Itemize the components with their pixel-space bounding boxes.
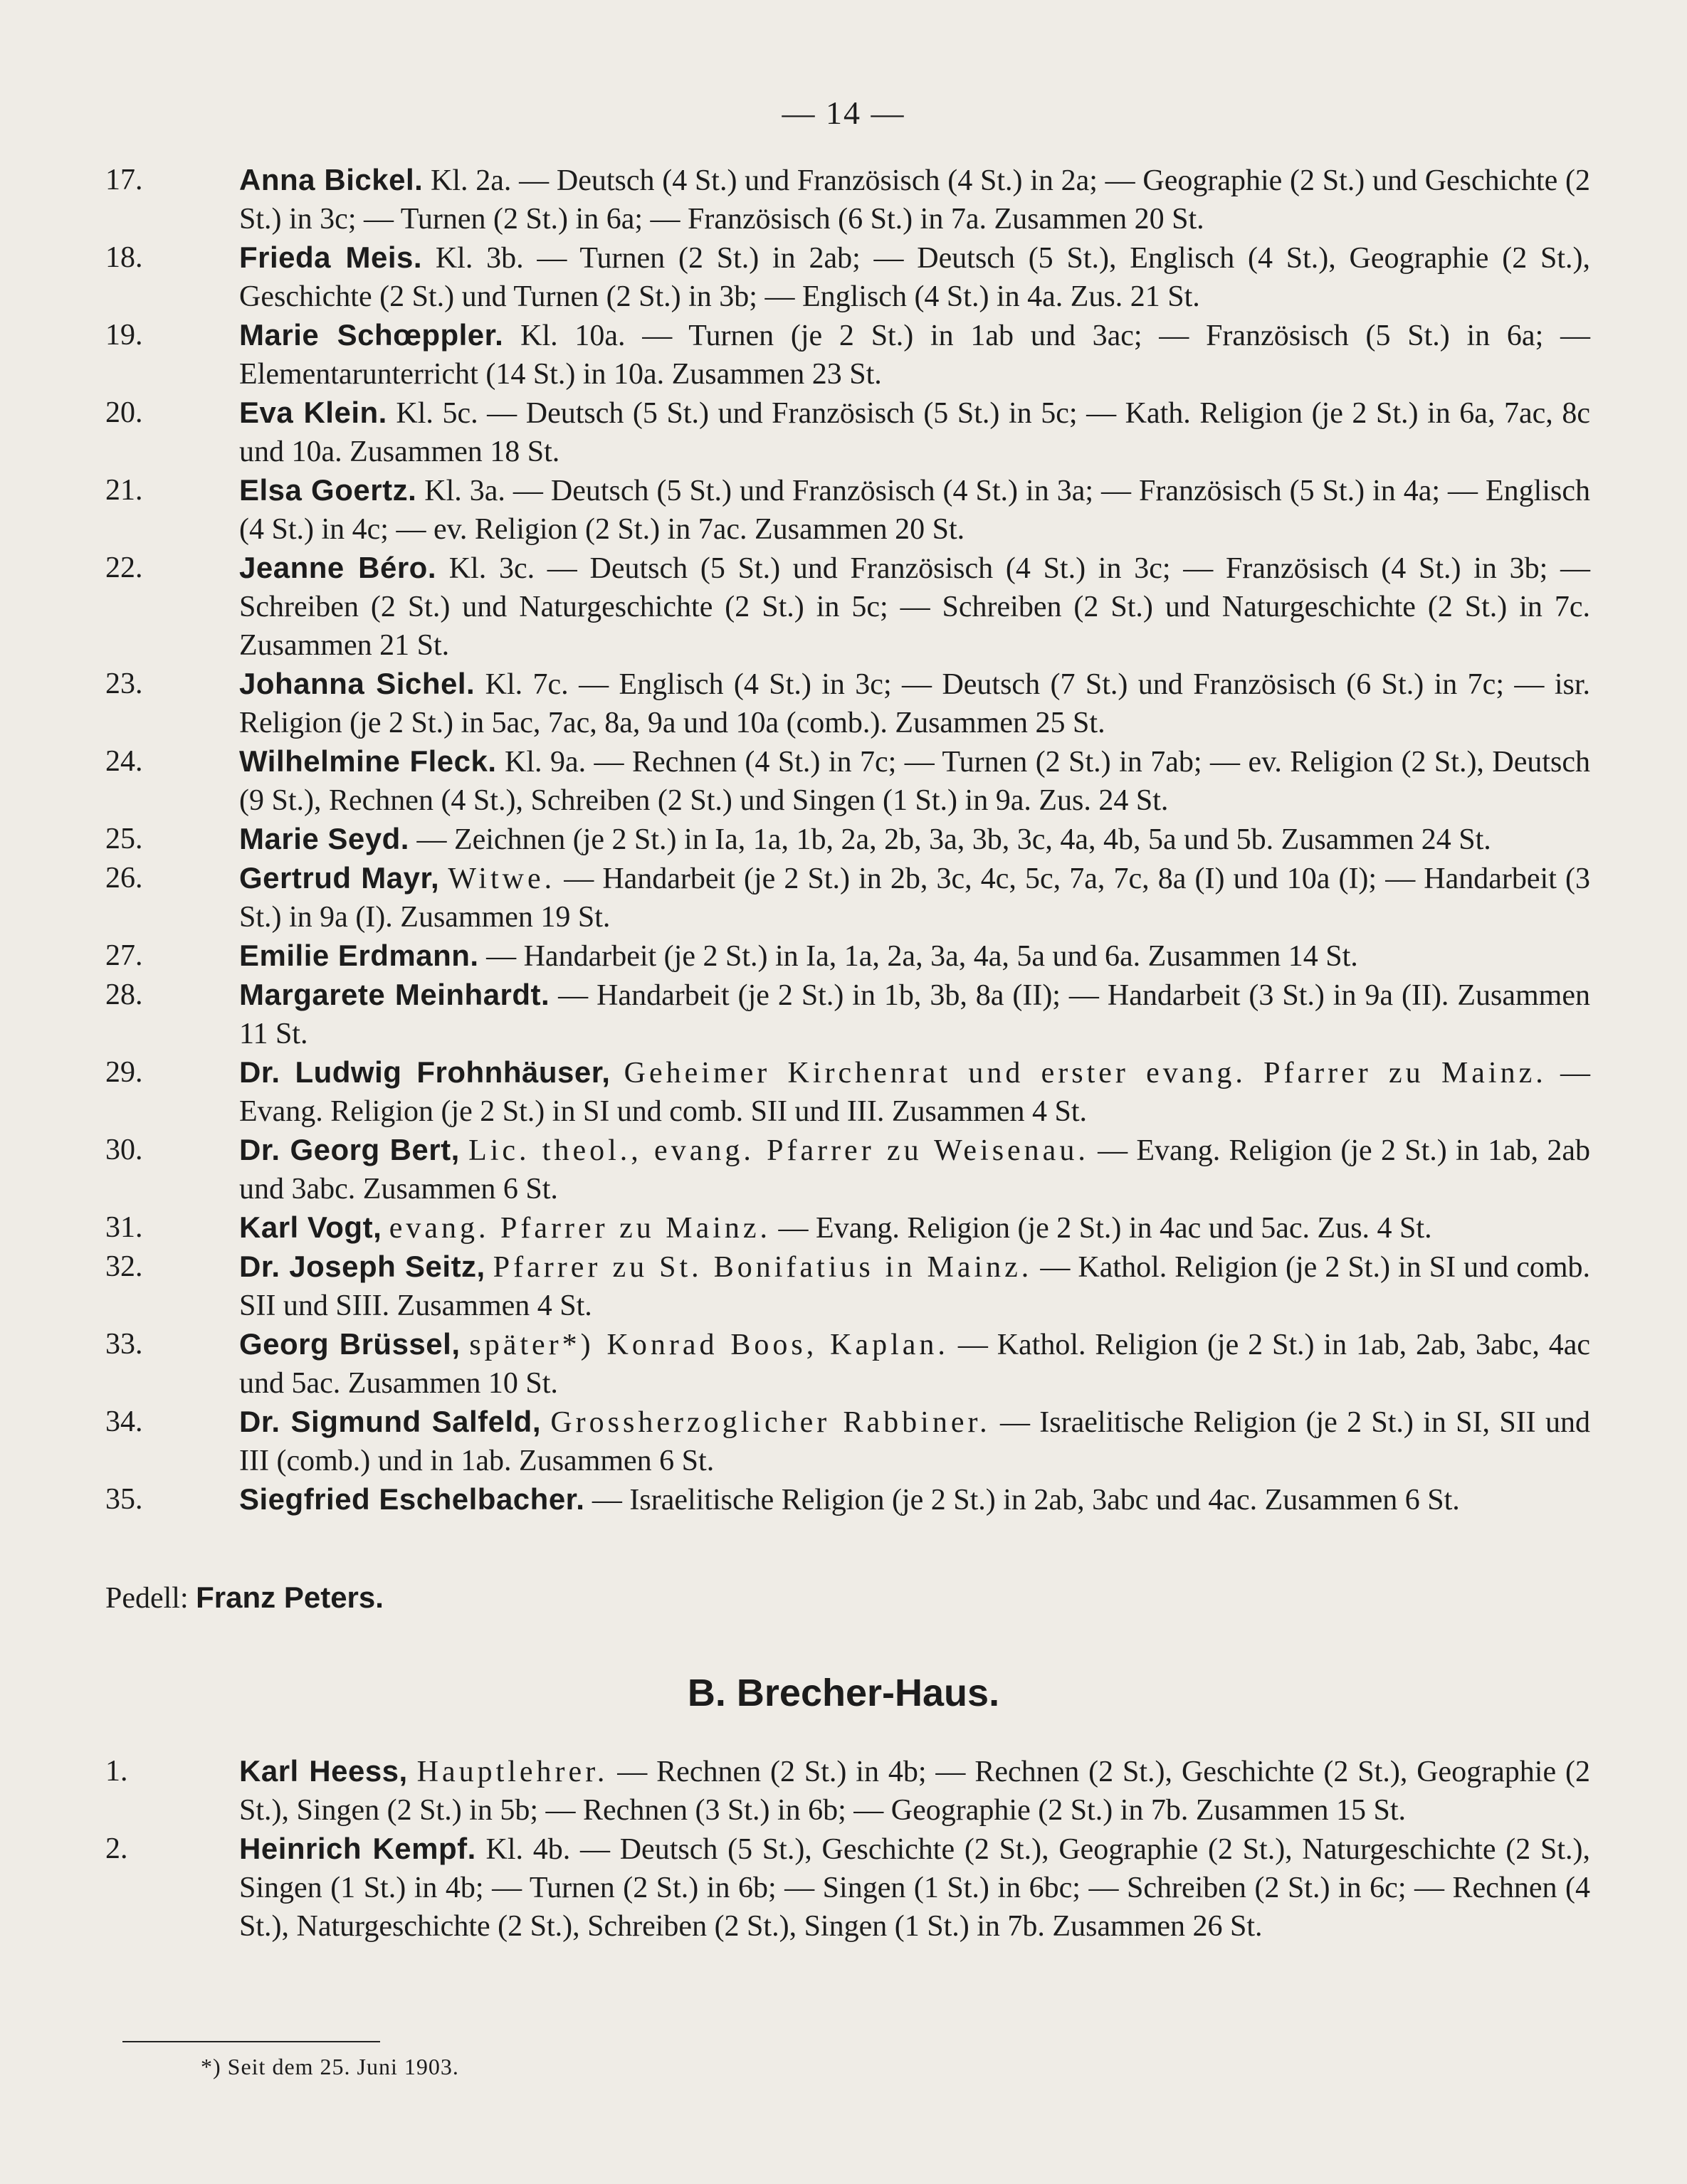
entry-name: Emilie Erdmann. [239, 939, 479, 972]
entry-title: Hauptlehrer. [416, 1756, 609, 1788]
entry-name: Siegfried Eschelbacher. [239, 1482, 585, 1516]
footnote-rule [122, 2041, 380, 2042]
entry-text: — Evang. Religion (je 2 St.) in 1ab, 2ab und 3abc. Zusammen 6 St. [239, 1134, 1591, 1206]
staff-entry [0, 549, 1687, 665]
entry-text: Kl. 3a. — Deutsch (5 St.) und Französisch (4 St.) in 3a; — Französisch (5 St.) in 4a; — Englisch (4 St.) in 4c; — ev. Religion (2 St.) in 7ac. Zusammen 20 St. [239, 475, 1591, 546]
footnote: *) Seit dem 25. Juni 1903. [201, 2054, 459, 2079]
staff-entry [0, 394, 1687, 471]
page-number: — 14 — [782, 95, 905, 131]
staff-list-brecher-haus [0, 1752, 1687, 1946]
entry-number: 29. [105, 1056, 143, 1089]
staff-entry [0, 1830, 1687, 1946]
entry-text: Kl. 9a. — Rechnen (4 St.) in 7c; — Turnen (2 St.) in 7ab; — ev. Religion (2 St.), Deutsch (9 St.), Rechnen (4 St.), Schreiben (2 St.) und Singen (1 St.) in 9a. Zus. 24 St. [239, 746, 1591, 817]
entry-text: — Rechnen (2 St.) in 4b; — Rechnen (2 St.), Geschichte (2 St.), Geographie (2 St.), Singen (2 St.) in 5b; — Rechnen (3 St.) in 6b; — Geographie (2 St.) in 7b. Zusammen 15 St. [239, 1756, 1591, 1827]
staff-entry [0, 1208, 1687, 1247]
entry-text: Kl. 5c. — Deutsch (5 St.) und Französisch (5 St.) in 5c; — Kath. Religion (je 2 St.) in 6a, 7ac, 8c und 10a. Zusammen 18 St. [239, 397, 1591, 468]
entry-text: Kl. 3c. — Deutsch (5 St.) und Französisch (4 St.) in 3c; — Französisch (4 St.) in 3b; — Schreiben (2 St.) und Naturgeschichte (2 St.) in 5c; — Schreiben (2 St.) und Naturgeschichte (2 St.) in 7c. Zusammen 21 St. [239, 552, 1590, 662]
entry-number: 2. [105, 1832, 128, 1865]
entry-title: Grossherzoglicher Rabbiner. [550, 1406, 991, 1439]
entry-title: evang. Pfarrer zu Mainz. [389, 1212, 772, 1245]
entry-name: Elsa Goertz. [239, 473, 417, 507]
staff-entry [0, 1752, 1687, 1830]
entry-name: Dr. Georg Bert, [239, 1133, 460, 1166]
pedell-name: Franz Peters. [196, 1581, 384, 1614]
entry-text: — Evang. Religion (je 2 St.) in 4ac und 5ac. Zus. 4 St. [778, 1212, 1432, 1245]
entry-name: Dr. Sigmund Salfeld, [239, 1405, 542, 1438]
entry-number: 30. [105, 1134, 143, 1166]
staff-entry [0, 316, 1687, 394]
entry-title: Geheimer Kirchenrat und erster evang. Pfarrer zu Mainz. [624, 1057, 1547, 1090]
entry-text: Kl. 7c. — Englisch (4 St.) in 3c; — Deutsch (7 St.) und Französisch (6 St.) in 7c; — isr. Religion (je 2 St.) in 5ac, 7ac, 8a, 9a und 10a (comb.). Zusammen 25 St. [239, 668, 1591, 739]
staff-entry [0, 665, 1687, 742]
entry-number: 35. [105, 1483, 143, 1516]
entry-name: Heinrich Kempf. [239, 1832, 476, 1865]
entry-name: Margarete Meinhardt. [239, 978, 550, 1011]
entry-name: Dr. Ludwig Frohnhäuser, [239, 1055, 611, 1089]
entry-number: 21. [105, 474, 143, 507]
entry-name: Johanna Sichel. [239, 667, 475, 700]
staff-entry [0, 742, 1687, 820]
entry-number: 28. [105, 978, 143, 1011]
entry-text: Kl. 3b. — Turnen (2 St.) in 2ab; — Deutsch (5 St.), Englisch (4 St.), Geographie (2 St.), Geschichte (2 St.) und Turnen (2 St.) in 3b; — Englisch (4 St.) in 4a. Zus. 21 St. [239, 242, 1590, 313]
entry-number: 17. [105, 164, 143, 196]
entry-text: — Israelitische Religion (je 2 St.) in SI, SII und III (comb.) und in 1ab. Zusammen 6 St. [239, 1406, 1590, 1477]
entry-name: Karl Heess, [239, 1754, 408, 1788]
entry-number: 33. [105, 1328, 143, 1361]
entry-title: Lic. theol., evang. Pfarrer zu Weisenau. [468, 1134, 1089, 1167]
entry-name: Wilhelmine Fleck. [239, 744, 497, 778]
staff-entry [0, 1325, 1687, 1403]
entry-text: — Evang. Religion (je 2 St.) in SI und comb. SII und III. Zusammen 4 St. [239, 1057, 1591, 1128]
staff-entry [0, 471, 1687, 549]
entry-name: Dr. Joseph Seitz, [239, 1250, 485, 1283]
entry-name: Anna Bickel. [239, 163, 424, 196]
entry-number: 31. [105, 1211, 143, 1244]
entry-number: 27. [105, 939, 143, 972]
entry-number: 34. [105, 1405, 143, 1438]
entry-text: Kl. 4b. — Deutsch (5 St.), Geschichte (2 St.), Geographie (2 St.), Naturgeschichte (2 St.), Singen (1 St.) in 4b; — Turnen (2 St.) in 6b; — Singen (1 St.) in 6bc; — Schreiben (2 St.) in 6c; — Rechnen (4 St.), Naturgeschichte (2 St.), Schreiben (2 St.), Singen (1 St.) in 7b. Zusammen 26 St. [239, 1833, 1590, 1943]
entry-text: — Israelitische Religion (je 2 St.) in 2ab, 3abc und 4ac. Zusammen 6 St. [592, 1484, 1460, 1516]
entry-name: Georg Brüssel, [239, 1327, 461, 1361]
entry-name: Marie Schœppler. [239, 318, 504, 352]
entry-title: Pfarrer zu St. Bonifatius in Mainz. [493, 1251, 1033, 1284]
entry-text: — Zeichnen (je 2 St.) in Ia, 1a, 1b, 2a, 2b, 3a, 3b, 3c, 4a, 4b, 5a und 5b. Zusammen 24 St. [416, 823, 1491, 856]
entry-text: — Handarbeit (je 2 St.) in Ia, 1a, 2a, 3a, 4a, 5a und 6a. Zusammen 14 St. [486, 940, 1358, 973]
entry-number: 24. [105, 745, 143, 778]
entry-number: 26. [105, 862, 143, 895]
staff-list [0, 161, 1687, 1519]
staff-entry [0, 859, 1687, 937]
entry-name: Karl Vogt, [239, 1210, 382, 1244]
entry-text: — Kathol. Religion (je 2 St.) in 1ab, 2ab, 3abc, 4ac und 5ac. Zusammen 10 St. [239, 1329, 1590, 1400]
entry-number: 1. [105, 1755, 128, 1788]
entry-number: 20. [105, 396, 143, 429]
entry-number: 25. [105, 823, 143, 855]
staff-entry [0, 161, 1687, 238]
entry-name: Frieda Meis. [239, 241, 423, 274]
entry-name: Marie Seyd. [239, 822, 409, 855]
staff-entry [0, 238, 1687, 316]
entry-name: Jeanne Béro. [239, 551, 436, 584]
entry-title: später*) Konrad Boos, Kaplan. [469, 1329, 949, 1361]
entry-text: — Kathol. Religion (je 2 St.) in SI und comb. SII und SIII. Zusammen 4 St. [239, 1251, 1591, 1322]
staff-entry [0, 1247, 1687, 1325]
staff-entry [0, 1480, 1687, 1519]
staff-entry [0, 1403, 1687, 1480]
entry-number: 23. [105, 668, 143, 700]
entry-text: — Handarbeit (je 2 St.) in 2b, 3c, 4c, 5c, 7a, 7c, 8a (I) und 10a (I); — Handarbeit (3 St.) in 9a (I). Zusammen 19 St. [239, 862, 1590, 934]
staff-entry [0, 1131, 1687, 1208]
staff-entry [0, 976, 1687, 1053]
entry-name: Gertrud Mayr, [239, 861, 440, 895]
entry-number: 32. [105, 1250, 143, 1283]
staff-entry [0, 820, 1687, 859]
staff-entry [0, 937, 1687, 976]
section-heading: B. Brecher-Haus. [687, 1672, 1000, 1714]
staff-entry [0, 1053, 1687, 1131]
entry-number: 19. [105, 319, 143, 352]
entry-text: Kl. 10a. — Turnen (je 2 St.) in 1ab und 3ac; — Französisch (5 St.) in 6a; — Elementarunterricht (14 St.) in 10a. Zusammen 23 St. [239, 320, 1590, 391]
entry-number: 22. [105, 552, 143, 584]
entry-text: — Handarbeit (je 2 St.) in 1b, 3b, 8a (II); — Handarbeit (3 St.) in 9a (II). Zusammen 11 St. [239, 979, 1590, 1050]
entry-number: 18. [105, 241, 143, 274]
pedell-label: Pedell: [105, 1582, 189, 1615]
pedell-line [105, 1578, 384, 1618]
entry-name: Eva Klein. [239, 396, 387, 429]
entry-title: Witwe. [448, 862, 556, 895]
entry-text: Kl. 2a. — Deutsch (4 St.) und Französisch (4 St.) in 2a; — Geographie (2 St.) und Geschichte (2 St.) in 3c; — Turnen (2 St.) in 6a; — Französisch (6 St.) in 7a. Zusammen 20 St. [239, 164, 1590, 236]
